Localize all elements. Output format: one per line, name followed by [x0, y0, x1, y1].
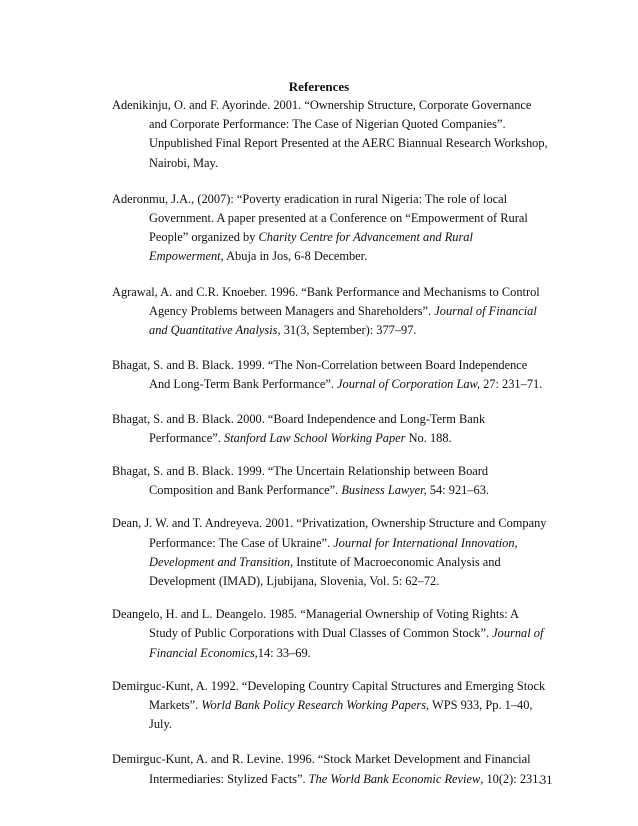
reference-entry — [112, 462, 558, 500]
reference-continuation — [112, 696, 558, 734]
reference-italic-text: Journal of Financial — [434, 303, 537, 318]
reference-first-line: Bhagat, S. and B. Black. 1999. “The Uncertain Relationship between Board — [112, 464, 489, 479]
reference-line — [149, 770, 558, 789]
reference-italic-text: Journal for International Innovation, — [333, 535, 518, 550]
reference-continuation — [112, 302, 558, 340]
reference-text: , WPS 933, Pp. 1–40, — [426, 698, 533, 713]
reference-italic-text: World Bank Policy Research Working Papers — [201, 698, 427, 713]
reference-first-line: Dean, J. W. and T. Andreyeva. 2001. “Privatization, Ownership Structure and Company — [112, 516, 547, 531]
reference-text: Performance: The Case of Ukraine”. — [149, 535, 334, 550]
reference-entry — [112, 750, 558, 788]
reference-first-line: Bhagat, S. and B. Black. 2000. “Board Independence and Long-Term Bank — [112, 411, 486, 426]
reference-line — [149, 375, 558, 394]
reference-line — [149, 481, 558, 500]
reference-text: Study of Public Corporations with Dual Classes of Common Stock”. — [149, 626, 493, 641]
reference-text: July. — [149, 717, 172, 732]
reference-line — [149, 247, 558, 266]
reference-entry — [112, 283, 558, 341]
reference-text: Nairobi, May. — [149, 155, 219, 170]
reference-line — [149, 644, 558, 663]
reference-entry — [112, 514, 558, 591]
reference-text: , 10(2): 231. — [480, 771, 542, 786]
reference-italic-text: Charity Centre for Advancement and Rural — [258, 230, 473, 245]
reference-line — [149, 115, 558, 134]
reference-line — [149, 302, 558, 321]
reference-line — [149, 534, 558, 553]
reference-text: Agency Problems between Managers and Shareholders”. — [149, 303, 435, 318]
reference-continuation — [112, 770, 558, 789]
reference-first-line: Agrawal, A. and C.R. Knoeber. 1996. “Bank Performance and Mechanisms to Control — [112, 284, 540, 299]
reference-line — [149, 624, 558, 643]
reference-line — [149, 321, 558, 340]
reference-italic-text: Journal of Corporation Law, — [337, 377, 481, 392]
reference-entry — [112, 96, 558, 173]
reference-text: , Institute of Macroeconomic Analysis and — [290, 554, 501, 569]
reference-text: Performance”. — [149, 430, 224, 445]
reference-italic-text: Financial Economics, — [149, 645, 258, 660]
reference-line — [149, 696, 558, 715]
reference-text: 27: 231–71. — [480, 377, 543, 392]
reference-text: 14: 33–69. — [257, 645, 311, 660]
reference-continuation — [112, 624, 558, 662]
reference-italic-text: Journal of — [492, 626, 544, 641]
references-heading: References — [288, 79, 350, 94]
reference-line — [149, 154, 558, 173]
reference-entry — [112, 356, 558, 394]
reference-text: Markets”. — [149, 698, 202, 713]
reference-italic-text: and Quantitative Analysis — [149, 323, 278, 338]
reference-text: Intermediaries: Stylized Facts”. — [149, 771, 309, 786]
reference-entry — [112, 190, 558, 267]
reference-text: Unpublished Final Report Presented at the AERC Biannual Research Workshop, — [149, 136, 548, 151]
reference-italic-text: Stanford Law School Working Paper — [224, 430, 406, 445]
reference-text: Development (IMAD), Ljubijana, Slovenia, Vol. 5: 62–72. — [149, 574, 440, 589]
reference-first-line: Bhagat, S. and B. Black. 1999. “The Non-Correlation between Board Independence — [112, 358, 528, 373]
reference-text: , Abuja in Jos, 6-8 December. — [220, 249, 368, 264]
reference-entry — [112, 677, 558, 735]
reference-line — [149, 715, 558, 734]
reference-italic-text: Development and Transition — [149, 554, 291, 569]
reference-continuation — [112, 115, 558, 173]
reference-text: 54: 921–63. — [426, 483, 490, 498]
reference-continuation — [112, 481, 558, 500]
reference-continuation — [112, 534, 558, 592]
reference-text: , 31(3, September): 377–97. — [277, 323, 417, 338]
reference-line — [149, 209, 558, 228]
reference-first-line: Aderonmu, J.A., (2007): “Poverty eradication in rural Nigeria: The role of local — [112, 191, 508, 206]
reference-entry — [112, 410, 558, 448]
reference-text: And Long-Term Bank Performance”. — [149, 377, 338, 392]
reference-text: and Corporate Performance: The Case of Nigerian Quoted Companies”. — [149, 117, 506, 132]
reference-first-line: Demirguc-Kunt, A. and R. Levine. 1996. “Stock Market Development and Financial — [112, 752, 531, 767]
reference-first-line: Deangelo, H. and L. Deangelo. 1985. “Managerial Ownership of Voting Rights: A — [112, 607, 519, 622]
reference-text: Composition and Bank Performance”. — [149, 483, 342, 498]
reference-italic-text: Business Lawyer, — [341, 483, 427, 498]
reference-italic-text: The World Bank Economic Review — [308, 771, 481, 786]
reference-continuation — [112, 375, 558, 394]
reference-line — [149, 134, 558, 153]
reference-line — [149, 553, 558, 572]
reference-line — [149, 429, 558, 448]
reference-text: Government. A paper presented at a Conference on “Empowerment of Rural — [149, 211, 528, 226]
reference-continuation — [112, 429, 558, 448]
page-number: 31 — [540, 773, 553, 787]
references-list — [112, 96, 558, 789]
reference-first-line: Adenikinju, O. and F. Ayorinde. 2001. “Ownership Structure, Corporate Governance — [112, 98, 532, 112]
reference-continuation — [112, 209, 558, 267]
reference-line — [149, 228, 558, 247]
reference-line — [149, 572, 558, 591]
reference-entry — [112, 605, 558, 663]
reference-italic-text: Empowerment — [149, 249, 221, 264]
reference-text: People” organized by — [149, 230, 259, 245]
reference-first-line: Demirguc-Kunt, A. 1992. “Developing Country Capital Structures and Emerging Stock — [112, 678, 546, 693]
reference-text: No. 188. — [405, 430, 452, 445]
